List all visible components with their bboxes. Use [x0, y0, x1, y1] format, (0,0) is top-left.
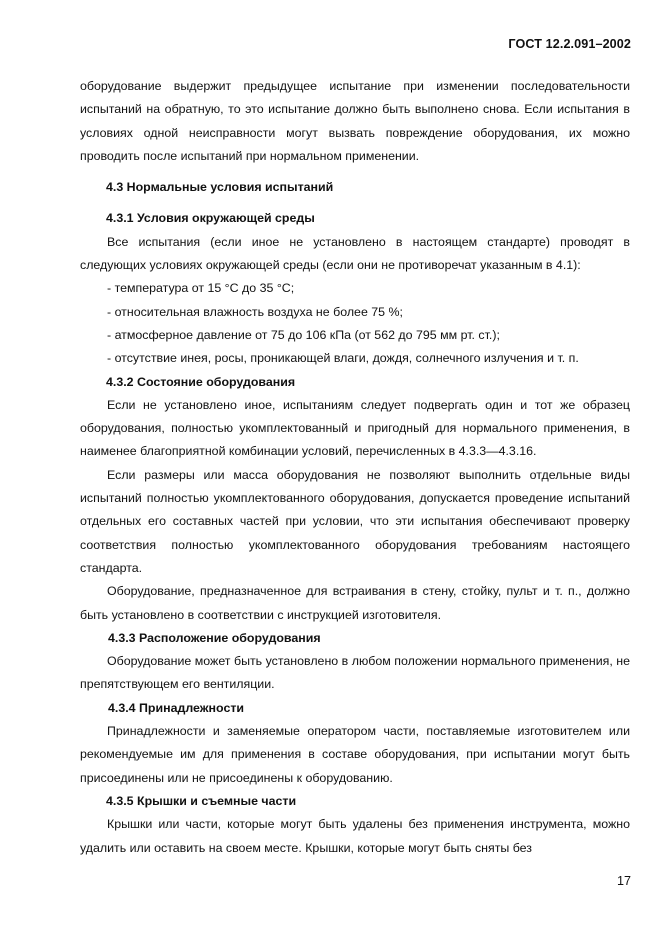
page-header-standard: ГОСТ 12.2.091–2002 — [508, 37, 631, 51]
section-4-3-3-heading: 4.3.3 Расположение оборудования — [108, 630, 321, 645]
intro-continuation-paragraph: оборудование выдержит предыдущее испытание при изменении последовательности испытаний на обратную, то это испытание должно быть выполнено снова. Если испытания в условиях одной неисправности могут вызвать повреждение оборудования, их можно проводить после испытаний при нормальном применении. — [80, 79, 630, 163]
section-4-3-4-heading: 4.3.4 Принадлежности — [108, 700, 245, 715]
section-4-3-2-paragraph-1: Если не установлено иное, испытаниям следует подвергать один и тот же образец оборудования, полностью укомплектованный и пригодный для нормального применения, в наименее благоприятной комбинации условий, перечисленных в 4.3.3—4.3.16. — [80, 397, 630, 459]
section-4-3-1-heading: 4.3.1 Условия окружающей среды — [106, 211, 315, 226]
list-item: - отсутствие инея, росы, проникающей влаги, дождя, солнечного излучения и т. п. — [107, 351, 579, 366]
environment-conditions-list — [80, 277, 630, 370]
section-4-3-2-paragraph-2: Если размеры или масса оборудования не позволяют выполнить отдельные виды испытаний полностью укомплектованного оборудования, допускается проведение испытаний отдельных его составных частей при условии, что эти испытания обеспечивают проверку соответствия полностью укомплектованного оборудования требованиям настоящего стандарта. — [80, 467, 630, 575]
document-body — [80, 75, 630, 860]
list-item: - атмосферное давление от 75 до 106 кПа (от 562 до 795 мм рт. ст.); — [107, 327, 500, 342]
section-4-3-heading: 4.3 Нормальные условия испытаний — [106, 180, 334, 195]
list-item: - относительная влажность воздуха не более 75 %; — [107, 304, 403, 319]
section-4-3-2-heading: 4.3.2 Состояние оборудования — [106, 374, 296, 389]
page-number: 17 — [616, 874, 631, 888]
list-item: - температура от 15 °С до 35 °С; — [107, 281, 295, 296]
section-4-3-3-paragraph: Оборудование может быть установлено в любом положении нормального применения, не препятствующем его вентиляции. — [80, 654, 630, 692]
section-4-3-1-intro-paragraph: Все испытания (если иное не установлено в настоящем стандарте) проводят в следующих условиях окружающей среды (если они не противоречат указанным в 4.1): — [80, 234, 630, 273]
section-4-3-2-paragraph-3: Оборудование, предназначенное для встраивания в стену, стойку, пульт и т. п., должно быть установлено в соответствии с инструкцией изготовителя. — [80, 584, 630, 622]
section-4-3-5-heading: 4.3.5 Крышки и съемные части — [106, 793, 297, 808]
section-4-3-5-paragraph: Крышки или части, которые могут быть удалены без применения инструмента, можно удалить или оставить на своем месте. Крышки, которые могут быть сняты без — [80, 817, 630, 855]
section-4-3-4-paragraph: Принадлежности и заменяемые оператором части, поставляемые изготовителем или рекомендуемые им для применения в составе оборудования, при испытании могут быть присоединены или не присоединены к оборудованию. — [80, 724, 630, 785]
